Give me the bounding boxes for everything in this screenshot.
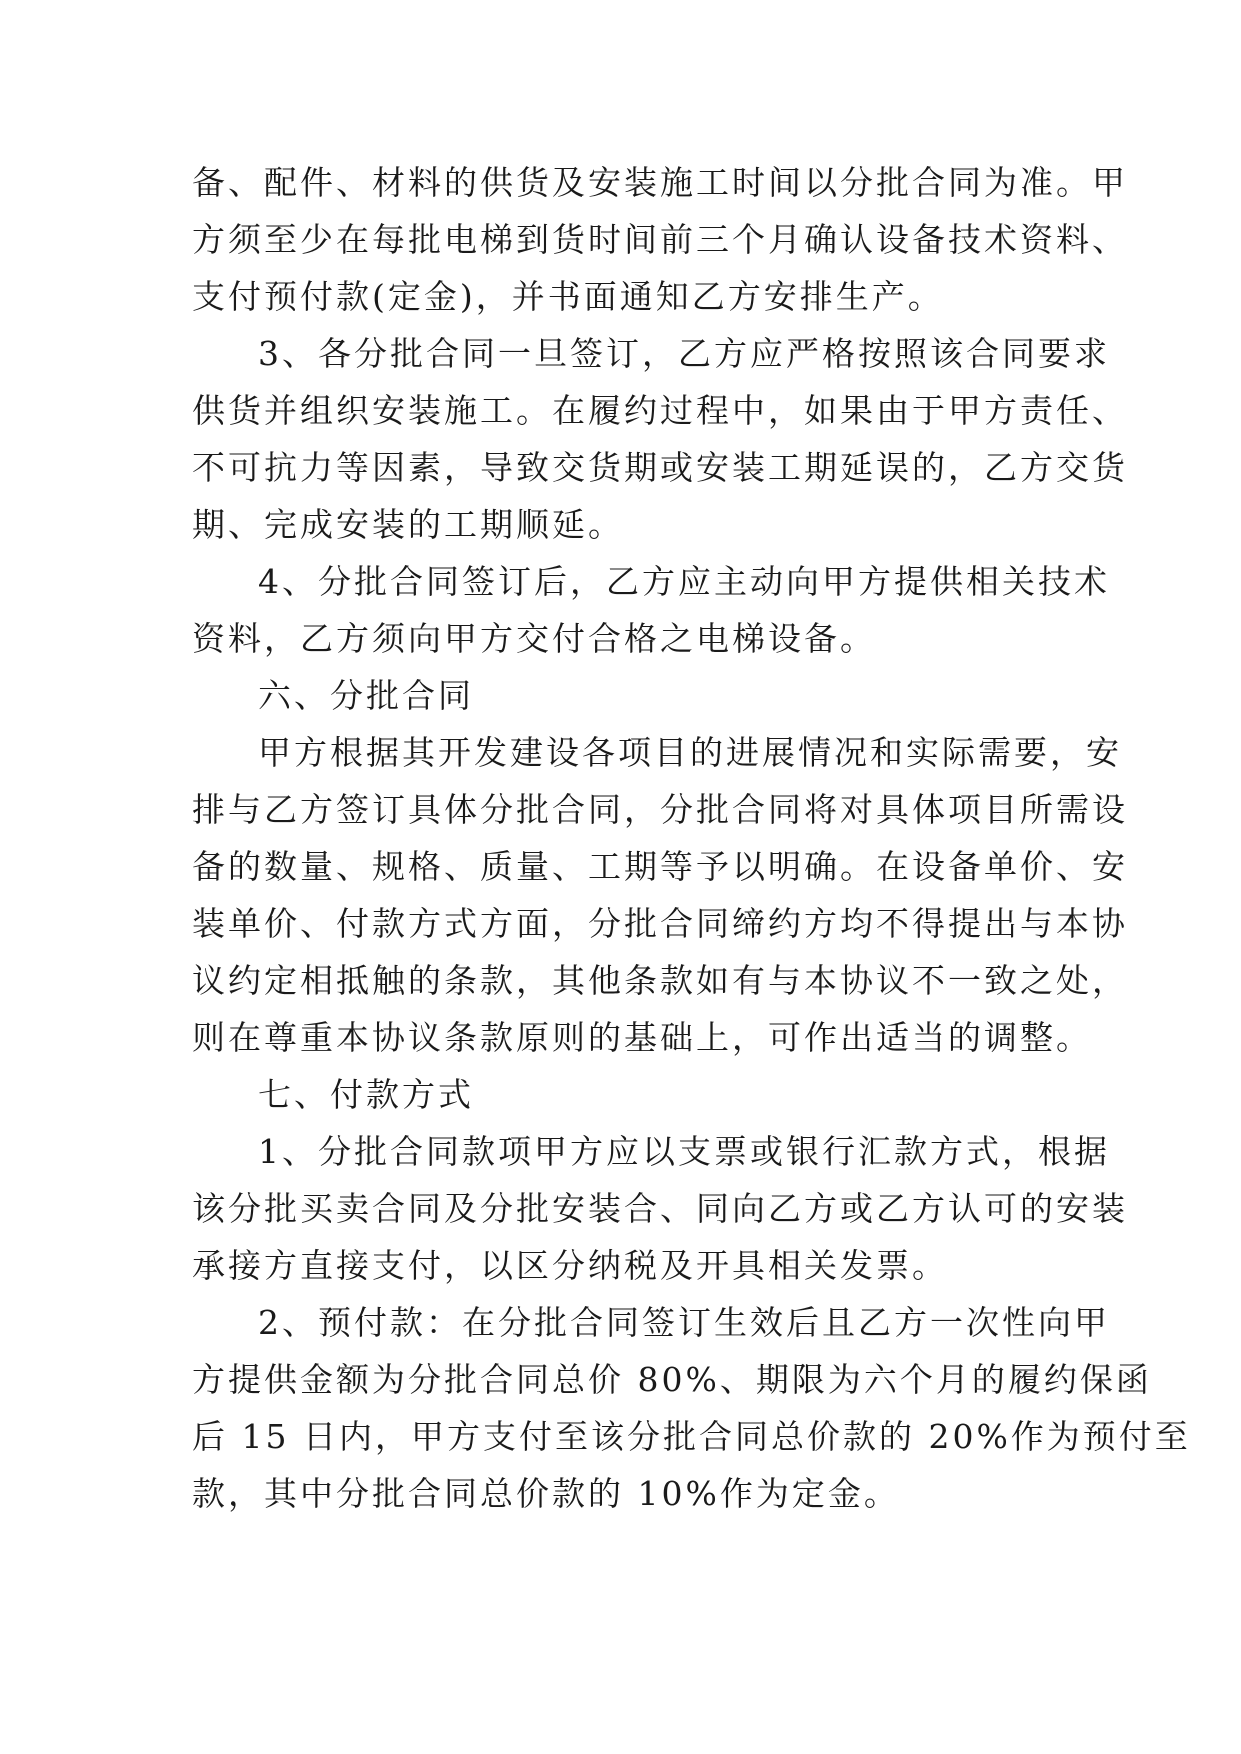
text-line: 排与乙方签订具体分批合同，分批合同将对具体项目所需设 xyxy=(192,790,1128,829)
clause-2-first-line: 2、预付款：在分批合同签订生效后且乙方一次性向甲 xyxy=(258,1303,1110,1342)
text-line: 期、完成安装的工期顺延。 xyxy=(192,505,624,544)
text-line: 方提供金额为分批合同总价 80%、期限为六个月的履约保函 xyxy=(192,1360,1152,1399)
section-heading-6: 六、分批合同 xyxy=(258,676,474,715)
section-heading-7: 七、付款方式 xyxy=(258,1075,474,1114)
document-body xyxy=(192,154,1191,1522)
text-line: 资料，乙方须向甲方交付合格之电梯设备。 xyxy=(192,619,876,658)
text-line: 备、配件、材料的供货及安装施工时间以分批合同为准。甲 xyxy=(192,163,1128,202)
text-line: 承接方直接支付，以区分纳税及开具相关发票。 xyxy=(192,1246,948,1285)
section-6-first-line: 甲方根据其开发建设各项目的进展情况和实际需要，安 xyxy=(258,733,1122,772)
text-line: 则在尊重本协议条款原则的基础上，可作出适当的调整。 xyxy=(192,1018,1092,1057)
text-line: 款，其中分批合同总价款的 10%作为定金。 xyxy=(192,1474,900,1513)
text-line: 备的数量、规格、质量、工期等予以明确。在设备单价、安 xyxy=(192,847,1128,886)
text-line: 后 15 日内，甲方支付至该分批合同总价款的 20%作为预付至 xyxy=(192,1417,1191,1456)
clause-1-first-line: 1、分批合同款项甲方应以支票或银行汇款方式，根据 xyxy=(258,1132,1110,1171)
text-line: 供货并组织安装施工。在履约过程中，如果由于甲方责任、 xyxy=(192,391,1128,430)
text-line: 装单价、付款方式方面，分批合同缔约方均不得提出与本协 xyxy=(192,904,1128,943)
text-line: 该分批买卖合同及分批安装合、同向乙方或乙方认可的安装 xyxy=(192,1189,1128,1228)
text-line: 不可抗力等因素，导致交货期或安装工期延误的，乙方交货 xyxy=(192,448,1128,487)
clause-3-first-line: 3、各分批合同一旦签订，乙方应严格按照该合同要求 xyxy=(258,334,1110,373)
text-line: 议约定相抵触的条款，其他条款如有与本协议不一致之处， xyxy=(192,961,1128,1000)
text-line: 支付预付款(定金)，并书面通知乙方安排生产。 xyxy=(192,277,944,316)
text-line: 方须至少在每批电梯到货时间前三个月确认设备技术资料、 xyxy=(192,220,1128,259)
clause-4-first-line: 4、分批合同签订后，乙方应主动向甲方提供相关技术 xyxy=(258,562,1110,601)
